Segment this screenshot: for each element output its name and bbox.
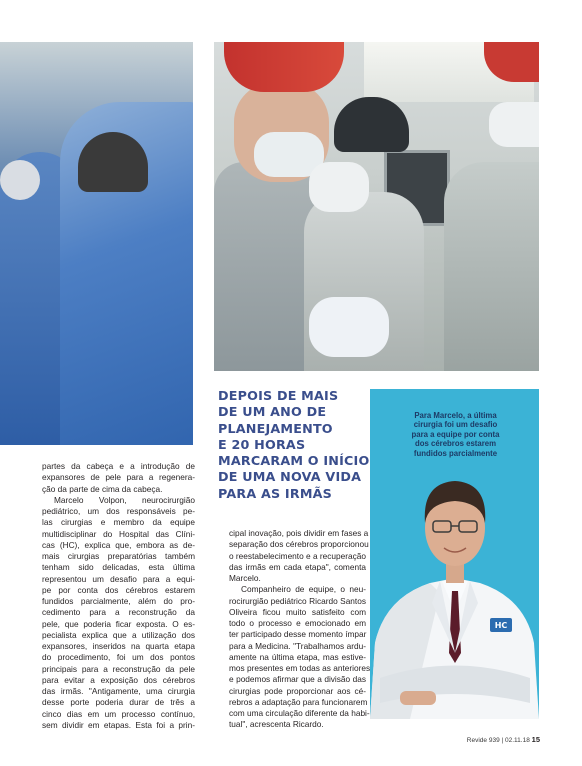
- text-line: separação dos cérebros proporcionou: [229, 539, 369, 550]
- headline-line: E 20 HORAS: [218, 436, 306, 452]
- sidebar-caption: [378, 411, 533, 458]
- text-line: todo o processo e emocionado em: [229, 618, 366, 628]
- text-line: amente na última etapa, mas estive-: [229, 651, 366, 662]
- text-line: cipal inovação, pois dividir em fases a: [229, 528, 369, 538]
- caption-line: cirurgia foi um desafio: [413, 420, 498, 430]
- text-line: expansores de pele para a regenera-: [42, 472, 195, 483]
- text-line: ção da parte de cima da cabeça.: [42, 483, 163, 494]
- text-line: tenham sido delicadas, esta última: [42, 562, 195, 573]
- magazine-name: Revide 939: [466, 737, 500, 744]
- text-line: Marcelo.: [229, 573, 261, 583]
- footer-separator: |: [501, 737, 504, 744]
- doctor-portrait: [370, 453, 539, 719]
- text-line: ter participado desse momento ímpar: [229, 629, 367, 640]
- text-line: Companheiro de equipe, o neu-: [241, 584, 366, 595]
- text-line: las cirurgias e membro da equipe: [42, 517, 195, 528]
- sidebar-box: [370, 389, 539, 719]
- headline-line: PARA AS IRMÃS: [218, 485, 333, 501]
- headline-line: DE UMA NOVA VIDA: [218, 469, 362, 485]
- body-column-1: [42, 461, 195, 731]
- text-line: pe por conta dos cérebros estarem: [42, 584, 195, 595]
- headline-line: PLANEJAMENTO: [218, 420, 333, 436]
- surgery-photo-left: [0, 42, 193, 445]
- caption-line: dos cérebros estarem: [414, 439, 497, 449]
- text-line: do procedimento, foi um dos pontos: [42, 652, 195, 663]
- text-line: mais cirurgias preparatórias também: [42, 551, 195, 561]
- text-line: para a Medicina. "Trabalhamos ardu-: [229, 640, 366, 651]
- text-line: sem dividir em etapas. Esta foi a prin-: [42, 719, 195, 730]
- text-line: cinco dias em um processo contínuo,: [42, 708, 195, 719]
- text-line: pele, que poderia ficar exposta. O es-: [42, 618, 195, 629]
- caption-line: Para Marcelo, a última: [414, 411, 497, 420]
- text-line: rocirurgião pediátrico Ricardo Santos: [229, 595, 366, 606]
- text-line: pediátrico, um dos responsáveis pe-: [42, 506, 195, 516]
- page-number: 15: [531, 735, 540, 744]
- svg-text:HC: HC: [494, 621, 508, 630]
- text-line: rebros a adaptação para funcionarem: [229, 696, 368, 707]
- text-line: pecialista explica que a utilização dos: [42, 629, 195, 640]
- text-line: o reestabelecimento e a recuperação: [229, 550, 366, 561]
- caption-line: para a equipe por conta: [411, 429, 500, 439]
- surgery-photo-right: [214, 42, 539, 371]
- text-line: fundidos parcialmente, além do pro-: [42, 596, 195, 606]
- headline-line: DEPOIS DE MAIS: [218, 388, 339, 403]
- text-line: Oliveira ficou muito satisfeito com: [229, 606, 366, 617]
- text-line: expansores, inseridos na quarta etapa: [42, 641, 195, 651]
- text-line: multidisciplinar do Hospital das Clíni-: [42, 528, 195, 539]
- headline-line: MARCARAM O INÍCIO: [218, 453, 370, 469]
- text-line: das irmãs em cada etapa", comenta: [229, 561, 366, 572]
- issue-date: 02.11.18: [505, 737, 530, 744]
- headline: [218, 388, 368, 502]
- text-line: com uma circulação diferente da habi-: [229, 708, 370, 718]
- text-line: desse porte poderia durar de três a: [42, 697, 195, 708]
- headline-line: DE UM ANO DE: [218, 404, 327, 420]
- text-line: representou um desafio para a equi-: [42, 573, 195, 584]
- text-line: e podemos afirmar que a divisão das: [229, 674, 366, 685]
- text-line: cas (HC), explica que, embora as de-: [42, 539, 195, 550]
- text-line: das irmãs. "Antigamente, uma cirurgia: [42, 686, 195, 696]
- text-line: cedimento para a reconstrução da: [42, 607, 195, 618]
- text-line: para evitar a exposição dos cérebros: [42, 674, 195, 685]
- caption-line: fundidos parcialmente: [413, 448, 498, 458]
- text-line: Marcelo Volpon, neurocirurgião: [54, 494, 195, 505]
- text-line: cirurgias pode proporcionar aos cé-: [229, 685, 366, 696]
- text-line: mos presentes em todas as anteriores: [229, 663, 371, 673]
- page-footer: [440, 735, 540, 744]
- text-line: partes da cabeça e a introdução de: [42, 461, 195, 471]
- body-column-2: [229, 528, 371, 731]
- text-line: tual", acrescenta Ricardo.: [229, 719, 324, 730]
- text-line: principais para a reconstrução da pele: [42, 663, 195, 674]
